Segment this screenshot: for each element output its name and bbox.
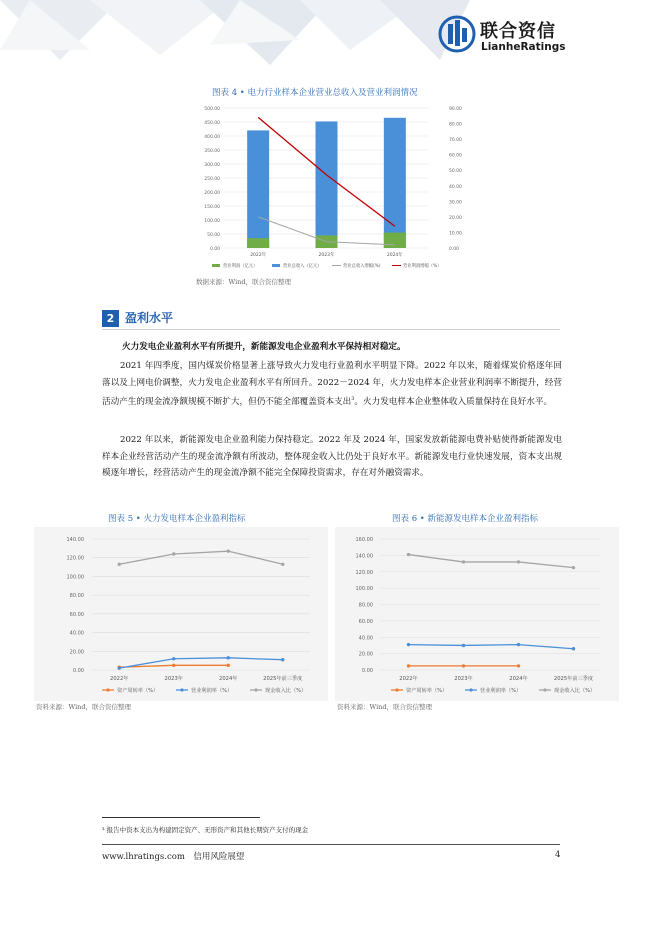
series-point xyxy=(462,560,465,563)
y-tick-label-right: 10.00 xyxy=(449,231,462,237)
lianhe-logo-icon xyxy=(438,14,476,54)
section-title: 盈利水平 xyxy=(125,311,174,325)
x-tick-label: 2025年前三季度 xyxy=(263,676,303,682)
series-point xyxy=(517,643,520,646)
legend-label: 资产周转率（%） xyxy=(406,688,448,694)
figure5-title: 图表 5 • 火力发电样本企业盈利指标 xyxy=(108,514,246,524)
figure5-source: 资料来源：Wind，联合资信整理 xyxy=(36,703,131,711)
x-tick-label: 2023年 xyxy=(164,676,183,682)
legend-marker xyxy=(395,688,398,691)
legend-label: 资产周转率（%） xyxy=(117,688,159,694)
series-point xyxy=(172,664,175,667)
series-point xyxy=(572,647,575,650)
figure6-source: 资料来源：Wind，联合资信整理 xyxy=(337,703,432,711)
figure4-chart xyxy=(194,100,464,275)
series-point xyxy=(517,560,520,563)
legend-swatch xyxy=(212,264,220,267)
figure5-chart xyxy=(34,527,328,701)
y-tick-label: 40.00 xyxy=(358,635,373,642)
figure4-title: 图表 4 • 电力行业样本企业营业总收入及营业利润情况 xyxy=(212,88,418,98)
y-tick-label-left: 500.00 xyxy=(204,107,220,112)
footnote: ³ 报告中资本支出为构建固定资产、无形资产和其他长期资产支付的现金 xyxy=(102,826,309,834)
series-point xyxy=(517,664,520,667)
y-tick-label: 0.00 xyxy=(72,668,84,674)
series-point xyxy=(118,563,121,566)
legend-marker xyxy=(254,688,257,691)
y-tick-label: 140.00 xyxy=(355,553,373,560)
series-point xyxy=(227,664,230,667)
y-tick-label-right: 80.00 xyxy=(449,122,462,128)
y-tick-label: 160.00 xyxy=(355,537,373,543)
legend-label: 营业利润率（%） xyxy=(480,688,522,694)
legend-swatch xyxy=(272,264,280,267)
paragraph-1-text: 2021 年四季度，国内煤炭价格显著上涨导致火力发电行业盈利水平明显下降。2022 年以来，随着煤炭价格逐年回落以及上网电价调整，火力发电企业盈利水平有所回升。2022－2024 年，火力发电样本企业营业利润率不断提升，经营活动产生的现金流净额规模不断扩大，但仍不能全部覆盖资本支出 xyxy=(102,361,562,408)
y-tick-label-right: 60.00 xyxy=(449,153,462,159)
footer-site: www.lhratings.com 信用风险展望 xyxy=(102,852,245,862)
legend-label: 现金收入比（%） xyxy=(265,688,307,694)
logo-title: 联合资信 xyxy=(480,21,556,42)
y-tick-label: 0.00 xyxy=(361,668,373,674)
legend-label: 营业利润增幅（%） xyxy=(403,264,442,269)
bar-revenue xyxy=(247,130,269,248)
header-decoration xyxy=(0,0,662,70)
y-tick-label-left: 150.00 xyxy=(204,205,220,210)
page-number: 4 xyxy=(555,850,561,860)
figure4-source: 数据来源：Wind，联合资信整理 xyxy=(196,278,291,286)
y-tick-label: 20.00 xyxy=(358,651,373,658)
series-line xyxy=(409,555,574,568)
y-tick-label-right: 90.00 xyxy=(449,107,462,112)
x-tick-label: 2022年 xyxy=(399,676,418,682)
legend-marker xyxy=(180,688,183,691)
series-point xyxy=(462,644,465,647)
series-point xyxy=(281,563,284,566)
section-number: 2 xyxy=(102,310,119,327)
y-tick-label-left: 100.00 xyxy=(204,219,220,224)
y-tick-label-left: 200.00 xyxy=(204,191,220,196)
y-tick-label: 120.00 xyxy=(66,555,84,562)
legend-marker xyxy=(469,688,472,691)
x-tick-label: 2023年 xyxy=(454,676,473,682)
paragraph-1-tail: 。火力发电样本企业整体收入质量保持在良好水平。 xyxy=(354,397,553,408)
x-tick-label: 2025年前三季度 xyxy=(553,676,594,682)
series-point xyxy=(227,549,230,552)
legend-marker xyxy=(106,688,109,691)
x-tick-label: 2022年 xyxy=(250,253,267,258)
series-point xyxy=(118,666,121,669)
paragraph-2: 2022 年以来，新能源发电企业盈利能力保持稳定。2022 年及 2024 年，国家发放新能源电费补贴使得新能源发电样本企业经营活动产生的现金流净额有所波动，整体现金收入比仍处于良好水平。新能源发电行业快速发展，资本支出规模逐年增长，经营活动产生的现金流净额不能完全保障投资需求，存在对外融资需求。 xyxy=(102,435,562,479)
footnote-divider xyxy=(102,817,260,818)
y-tick-label: 80.00 xyxy=(69,593,84,600)
bar-profit xyxy=(384,233,406,248)
y-tick-label: 60.00 xyxy=(69,611,84,618)
y-tick-label: 60.00 xyxy=(358,618,373,625)
legend-label: 营业利润率（%） xyxy=(191,688,233,694)
x-tick-label: 2023年 xyxy=(318,253,335,258)
series-point xyxy=(172,657,175,660)
series-line xyxy=(409,645,574,649)
y-tick-label: 100.00 xyxy=(66,574,84,581)
y-tick-label-right: 40.00 xyxy=(449,184,462,190)
y-tick-label-right: 50.00 xyxy=(449,169,462,175)
y-tick-label: 100.00 xyxy=(355,586,373,593)
lead-sentence: 火力发电企业盈利水平有所提升，新能源发电企业盈利水平保持相对稳定。 xyxy=(122,342,406,352)
y-tick-label-left: 250.00 xyxy=(204,177,220,182)
legend-label: 营业总收入（亿元） xyxy=(283,264,322,269)
series-point xyxy=(227,656,230,659)
legend-label: 现金收入比（%） xyxy=(554,688,596,694)
y-tick-label-left: 400.00 xyxy=(204,135,220,140)
series-point xyxy=(407,643,410,646)
figure6-title: 图表 6 • 新能源发电样本企业盈利指标 xyxy=(392,514,539,524)
y-tick-label: 20.00 xyxy=(69,649,84,656)
y-tick-label-left: 450.00 xyxy=(204,121,220,126)
legend-label: 营业利润（亿元） xyxy=(223,264,258,269)
series-point xyxy=(281,658,284,661)
y-tick-label-left: 350.00 xyxy=(204,149,220,154)
series-point xyxy=(462,664,465,667)
y-tick-label-right: 70.00 xyxy=(449,138,462,144)
y-tick-label-right: 0.00 xyxy=(449,247,460,252)
y-tick-label: 40.00 xyxy=(69,630,84,637)
x-tick-label: 2022年 xyxy=(110,676,129,682)
bar-profit xyxy=(247,238,269,248)
legend-marker xyxy=(543,688,546,691)
y-tick-label: 120.00 xyxy=(355,569,373,576)
x-tick-label: 2024年 xyxy=(386,253,403,258)
y-tick-label-left: 50.00 xyxy=(207,233,220,238)
y-tick-label-right: 20.00 xyxy=(449,215,462,221)
bar-revenue xyxy=(384,118,406,248)
y-tick-label: 140.00 xyxy=(66,537,84,543)
series-point xyxy=(407,553,410,556)
footer-divider xyxy=(102,844,560,845)
y-tick-label-right: 30.00 xyxy=(449,200,462,206)
bar-revenue xyxy=(316,121,338,248)
x-tick-label: 2024年 xyxy=(509,676,528,682)
y-tick-label-left: 0.00 xyxy=(209,247,220,252)
paragraph-1 xyxy=(102,358,562,411)
legend-label: 营业总收入增幅(%) xyxy=(343,264,381,269)
section-divider xyxy=(102,329,560,330)
series-point xyxy=(172,552,175,555)
series-point xyxy=(572,566,575,569)
series-point xyxy=(407,664,410,667)
y-tick-label-left: 300.00 xyxy=(204,163,220,168)
x-tick-label: 2024年 xyxy=(219,676,238,682)
logo-subtitle: LianheRatings xyxy=(481,41,566,53)
footnote-ref: 3 xyxy=(351,396,355,403)
figure6-chart xyxy=(335,527,619,701)
y-tick-label: 80.00 xyxy=(358,602,373,609)
